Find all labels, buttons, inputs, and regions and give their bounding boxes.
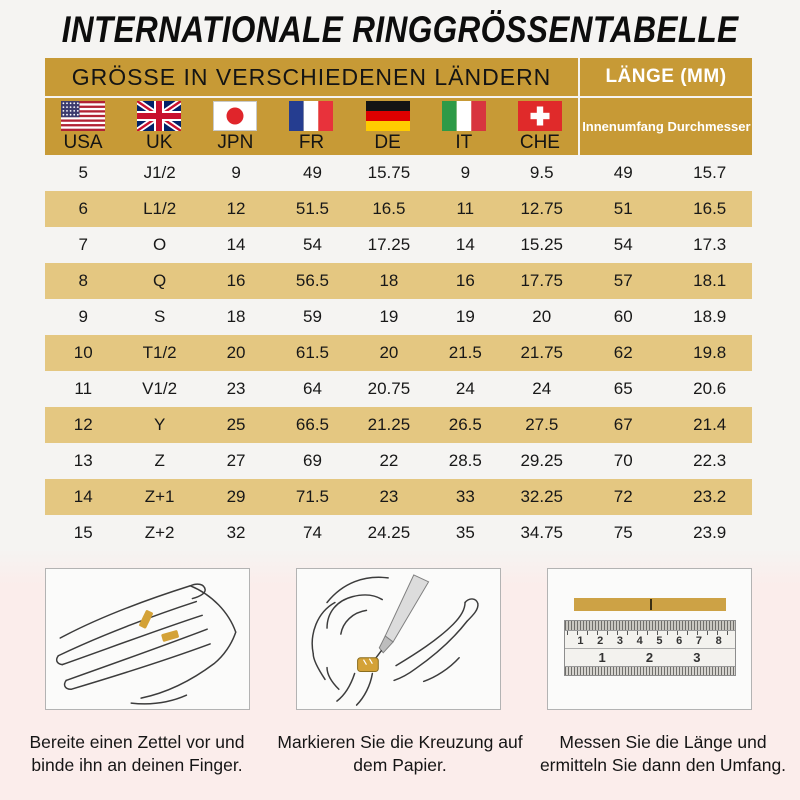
table-cell: 23 bbox=[379, 487, 399, 506]
table-cell: 9 bbox=[78, 307, 88, 326]
country-column-jpn bbox=[197, 98, 273, 155]
table-cell: 19 bbox=[379, 307, 399, 326]
table-cell: 20.75 bbox=[367, 379, 411, 398]
table-cell: L1/2 bbox=[143, 199, 177, 218]
table-cell: 20.6 bbox=[693, 379, 727, 398]
country-column-usa bbox=[45, 98, 121, 155]
table-cell: 24 bbox=[532, 379, 552, 398]
table-cell: 32 bbox=[226, 523, 246, 542]
table-cell: 54 bbox=[303, 235, 322, 254]
country-label: UK bbox=[146, 132, 173, 154]
table-cell: 57 bbox=[613, 271, 633, 290]
page-title: INTERNATIONALE RINGGRÖSSENTABELLE bbox=[61, 9, 739, 50]
table-row bbox=[45, 407, 752, 443]
caption-step-3: Messen Sie die Länge und ermitteln Sie dann den Umfang. bbox=[539, 732, 787, 776]
ruler-cm-tick-label: 5 bbox=[656, 635, 663, 647]
header-length-mm: LÄNGE (MM) bbox=[605, 66, 727, 87]
ruler-inch-tick-label: 1 bbox=[598, 650, 606, 665]
table-header-row bbox=[45, 58, 752, 96]
ruler-bottom-hatch bbox=[565, 666, 735, 675]
ruler-icon bbox=[564, 620, 736, 676]
table-cell: Z+2 bbox=[144, 523, 175, 542]
table-row bbox=[45, 515, 752, 551]
table-cell: 14 bbox=[226, 235, 246, 254]
table-cell: 26.5 bbox=[448, 415, 482, 434]
table-cell: 5 bbox=[78, 163, 88, 182]
table-cell: 23.2 bbox=[693, 487, 727, 506]
table-cell: 17.75 bbox=[520, 271, 564, 290]
uk-flag-icon bbox=[137, 101, 181, 131]
ruler-cm-scale bbox=[565, 631, 735, 648]
country-column-it bbox=[426, 98, 502, 155]
table-cell: 22 bbox=[379, 451, 399, 470]
header-sizes-by-country: GRÖSSE IN VERSCHIEDENEN LÄNDERN bbox=[45, 58, 580, 96]
table-row bbox=[45, 227, 752, 263]
table-cell: 60 bbox=[613, 307, 633, 326]
table-cell: 15 bbox=[73, 523, 93, 542]
table-cell: T1/2 bbox=[142, 343, 177, 362]
table-cell: 49 bbox=[613, 163, 633, 182]
switzerland-flag-icon bbox=[518, 101, 562, 131]
table-cell: 12 bbox=[226, 199, 246, 218]
table-cell: 66.5 bbox=[295, 415, 330, 434]
table-cell: 8 bbox=[78, 271, 88, 290]
table-cell: 34.75 bbox=[520, 523, 564, 542]
country-columns bbox=[45, 98, 580, 155]
table-flags-row bbox=[45, 96, 752, 155]
table-cell: 59 bbox=[303, 307, 322, 326]
hand-with-paper-strip-icon bbox=[46, 569, 249, 709]
table-cell: 9 bbox=[231, 163, 241, 182]
table-cell: V1/2 bbox=[142, 379, 178, 398]
table-row bbox=[45, 155, 752, 191]
table-cell: 17.3 bbox=[693, 235, 727, 254]
table-cell: 35 bbox=[455, 523, 475, 542]
table-cell: 71.5 bbox=[295, 487, 330, 506]
table-cell: 14 bbox=[455, 235, 475, 254]
table-cell: 16.5 bbox=[693, 199, 727, 218]
table-cell: Y bbox=[153, 415, 166, 434]
germany-flag-icon bbox=[366, 101, 410, 131]
table-row bbox=[45, 443, 752, 479]
ruler-cm-tick-label: 2 bbox=[597, 635, 604, 647]
japan-flag-icon bbox=[213, 101, 257, 131]
figure-marking-pen bbox=[296, 568, 501, 710]
table-cell: 75 bbox=[613, 523, 633, 542]
ruler-cm-tick-label: 4 bbox=[636, 635, 643, 647]
table-row bbox=[45, 299, 752, 335]
country-column-che bbox=[502, 98, 578, 155]
instruction-figures bbox=[45, 568, 752, 710]
table-cell: 65 bbox=[613, 379, 633, 398]
ruler-cm-tick-label: 1 bbox=[577, 635, 584, 647]
table-cell: 21.4 bbox=[693, 415, 727, 434]
table-cell: 12.75 bbox=[520, 199, 564, 218]
table-cell: 29.25 bbox=[520, 451, 564, 470]
table-cell: 23 bbox=[226, 379, 246, 398]
table-row bbox=[45, 371, 752, 407]
measure-columns bbox=[580, 98, 752, 155]
table-cell: 74 bbox=[303, 523, 322, 542]
table-cell: 6 bbox=[78, 199, 88, 218]
ruler-cm-tick-label: 3 bbox=[616, 635, 623, 647]
table-cell: 56.5 bbox=[295, 271, 330, 290]
table-cell: 24 bbox=[455, 379, 475, 398]
table-cell: 20 bbox=[226, 343, 246, 362]
france-flag-icon bbox=[289, 101, 333, 131]
table-cell: Z bbox=[154, 451, 165, 470]
table-cell: 20 bbox=[379, 343, 399, 362]
title-wrap bbox=[0, 0, 800, 50]
table-cell: 14 bbox=[73, 487, 93, 506]
table-cell: 29 bbox=[226, 487, 246, 506]
table-cell: 18 bbox=[379, 271, 399, 290]
country-label: CHE bbox=[519, 132, 560, 154]
table-cell: 67 bbox=[613, 415, 633, 434]
table-cell: 23.9 bbox=[693, 523, 727, 542]
table-cell: 33 bbox=[455, 487, 475, 506]
caption-step-2: Markieren Sie die Kreuzung auf dem Papier. bbox=[277, 732, 523, 776]
table-cell: 62 bbox=[613, 343, 633, 362]
table-cell: 70 bbox=[613, 451, 633, 470]
pen-marking-icon bbox=[297, 569, 500, 709]
table-row bbox=[45, 191, 752, 227]
table-cell: 7 bbox=[78, 235, 88, 254]
table-cell: 20 bbox=[532, 307, 552, 326]
table-cell: 51.5 bbox=[295, 199, 330, 218]
table-cell: 16.5 bbox=[372, 199, 406, 218]
table-body bbox=[45, 155, 752, 551]
country-label: DE bbox=[374, 132, 401, 154]
country-label: IT bbox=[455, 132, 473, 154]
country-label: USA bbox=[63, 132, 103, 154]
figure-ruler bbox=[547, 568, 752, 710]
table-cell: 10 bbox=[73, 343, 93, 362]
table-cell: 15.75 bbox=[367, 163, 411, 182]
table-cell: 27 bbox=[226, 451, 246, 470]
country-label: FR bbox=[298, 132, 325, 154]
table-cell: 19.8 bbox=[693, 343, 727, 362]
ruler-inch-scale bbox=[565, 648, 735, 665]
table-row bbox=[45, 335, 752, 371]
ruler-cm-tick-label: 6 bbox=[676, 635, 683, 647]
table-cell: O bbox=[153, 235, 167, 254]
table-cell: 54 bbox=[613, 235, 633, 254]
table-cell: 32.25 bbox=[520, 487, 564, 506]
measure-column-label: Innenumfang bbox=[582, 119, 664, 134]
ruler-top-hatch bbox=[565, 621, 735, 631]
table-cell: 16 bbox=[455, 271, 475, 290]
instruction-captions bbox=[6, 731, 794, 777]
table-cell: 64 bbox=[303, 379, 322, 398]
table-cell: 15.7 bbox=[693, 163, 727, 182]
country-column-uk bbox=[121, 98, 197, 155]
paper-strip-with-mark bbox=[574, 598, 726, 611]
table-cell: 11 bbox=[74, 379, 93, 398]
table-cell: 17.25 bbox=[367, 235, 411, 254]
table-cell: 19 bbox=[455, 307, 475, 326]
figure-hand-with-strip bbox=[45, 568, 250, 710]
country-column-fr bbox=[273, 98, 349, 155]
table-cell: 13 bbox=[73, 451, 93, 470]
table-cell: 72 bbox=[613, 487, 633, 506]
table-cell: 28.5 bbox=[448, 451, 482, 470]
table-cell: 15.25 bbox=[520, 235, 564, 254]
measure-column-label: Durchmesser bbox=[667, 119, 751, 134]
table-cell: Q bbox=[153, 271, 167, 290]
table-cell: 22.3 bbox=[693, 451, 727, 470]
italy-flag-icon bbox=[442, 101, 486, 131]
usa-flag-icon bbox=[61, 101, 105, 131]
table-row bbox=[45, 263, 752, 299]
ruler-cm-tick-label: 7 bbox=[695, 635, 702, 647]
table-cell: 18.1 bbox=[693, 271, 727, 290]
table-cell: 11 bbox=[456, 199, 475, 218]
table-cell: 21.25 bbox=[367, 415, 411, 434]
table-cell: 12 bbox=[73, 415, 93, 434]
table-cell: 25 bbox=[226, 415, 246, 434]
table-cell: 18 bbox=[226, 307, 246, 326]
table-cell: 24.25 bbox=[367, 523, 411, 542]
ruler-inch-tick-label: 3 bbox=[693, 650, 701, 665]
country-label: JPN bbox=[217, 132, 254, 154]
ring-size-table bbox=[45, 58, 752, 551]
table-cell: 49 bbox=[303, 163, 322, 182]
ruler-cm-tick-label: 8 bbox=[715, 635, 722, 647]
ruler-inch-tick-label: 2 bbox=[645, 650, 654, 665]
table-cell: 21.5 bbox=[448, 343, 482, 362]
table-cell: 9.5 bbox=[529, 163, 554, 182]
table-cell: 16 bbox=[226, 271, 246, 290]
table-cell: J1/2 bbox=[143, 163, 176, 182]
table-cell: 27.5 bbox=[525, 415, 559, 434]
table-cell: S bbox=[153, 307, 166, 326]
table-cell: 61.5 bbox=[295, 343, 330, 362]
table-cell: 51 bbox=[613, 199, 633, 218]
table-cell: 9 bbox=[460, 163, 471, 182]
table-row bbox=[45, 479, 752, 515]
caption-step-1: Bereite einen Zettel vor und binde ihn an deinen Finger. bbox=[29, 732, 245, 776]
table-cell: 69 bbox=[303, 451, 322, 470]
table-cell: 18.9 bbox=[693, 307, 727, 326]
table-cell: 21.75 bbox=[520, 343, 564, 362]
country-column-de bbox=[350, 98, 426, 155]
table-cell: Z+1 bbox=[144, 487, 175, 506]
